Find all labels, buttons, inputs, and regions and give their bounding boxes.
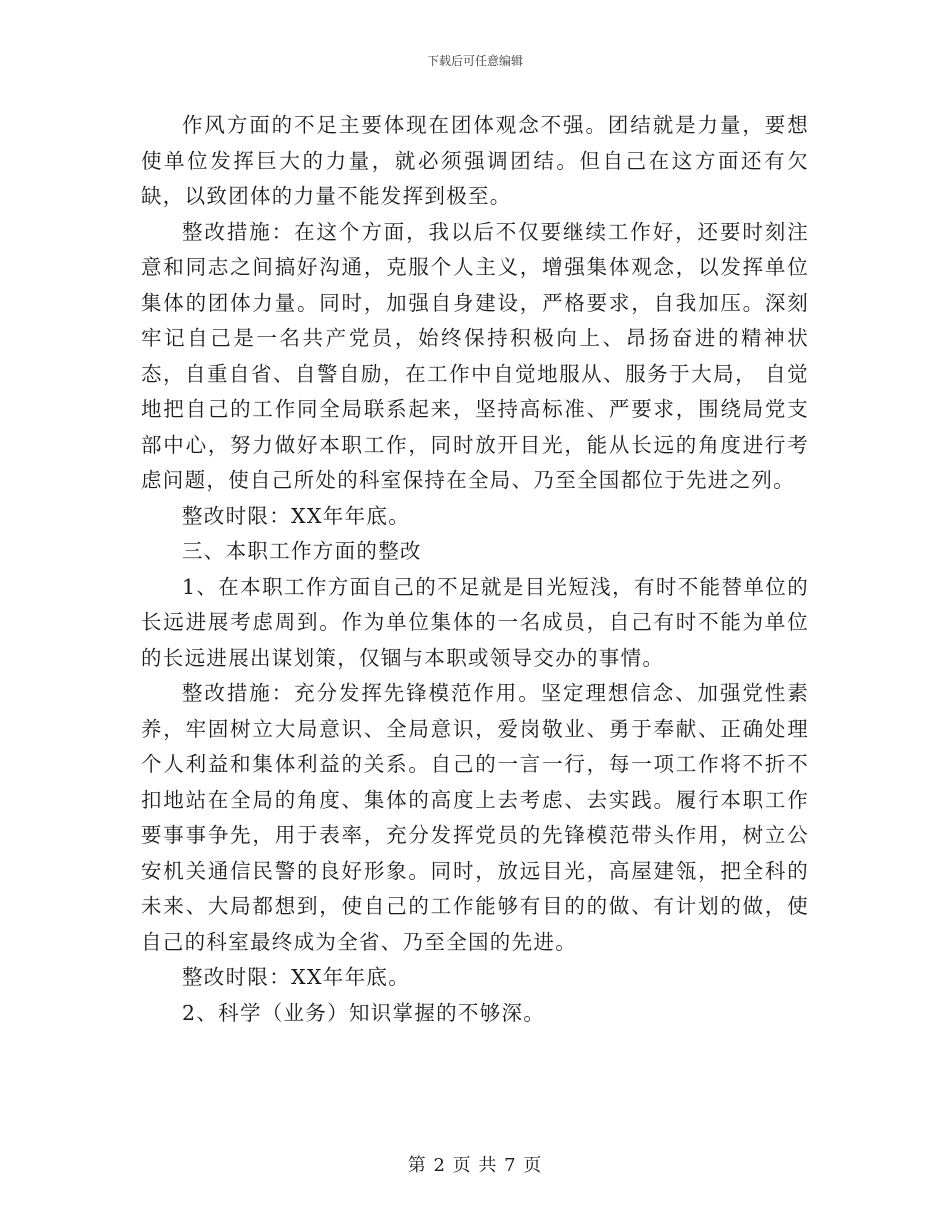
paragraph-style-shortcoming: 作风方面的不足主要体现在团体观念不强。团结就是力量，要想使单位发挥巨大的力量，就必须强调团结。但自己在这方面还有欠缺，以致团体的力量不能发挥到极至。	[141, 113, 809, 208]
section-heading-job-rectification: 三、本职工作方面的整改	[182, 539, 422, 563]
page-footer	[0, 1155, 950, 1177]
paragraph-job-deadline: 整改时限：XX年年底。	[182, 965, 410, 989]
paragraph-job-measures: 整改措施：充分发挥先锋模范作用。坚定理想信念、加强党性素养，牢固树立大局意识、全局意识，爱岗敬业、勇于奉献、正确处理个人利益和集体利益的关系。自己的一言一行，每一项工作将不折不扣地站在全局的角度、集体的高度上去考虑、去实践。履行本职工作要事事争先，用于表率，充分发挥党员的先锋模范带头作用，树立公安机关通信民警的良好形象。同时，放远目光，高屋建瓴，把全科的未来、大局都想到，使自己的工作能够有目的的做、有计划的做，使自己的科室最终成为全省、乃至全国的先进。	[141, 681, 809, 954]
paragraph-job-shortcoming: 1、在本职工作方面自己的不足就是目光短浅，有时不能替单位的长远进展考虑周到。作为单位集体的一名成员，自己有时不能为单位的长远进展出谋划策，仅锢与本职或领导交办的事情。	[141, 574, 809, 670]
paragraph-style-measures: 整改措施：在这个方面，我以后不仅要继续工作好，还要时刻注意和同志之间搞好沟通，克服个人主义，增强集体观念，以发挥单位集体的团体力量。同时，加强自身建设，严格要求，自我加压。深刻牢记自己是一名共产党员，始终保持积极向上、昂扬奋进的精神状态，自重自省、自警自励，在工作中自觉地服从、服务于大局， 自觉地把自己的工作同全局联系起来，坚持高标准、严要求，围绕局党支部中心，努力做好本职工作，同时放开目光，能从长远的角度进行考虑问题，使自己所处的科室保持在全局、乃至全国都位于先进之列。	[141, 219, 809, 492]
paragraph-style-deadline: 整改时限：XX年年底。	[182, 503, 410, 528]
page-number: 第 2 页 共 7 页	[407, 1155, 543, 1176]
page-header	[0, 53, 950, 69]
header-text: 下载后可任意编辑	[426, 54, 523, 68]
paragraph-knowledge-item: 2、科学（业务）知识掌握的不够深。	[182, 1000, 546, 1025]
document-body	[141, 108, 809, 1031]
